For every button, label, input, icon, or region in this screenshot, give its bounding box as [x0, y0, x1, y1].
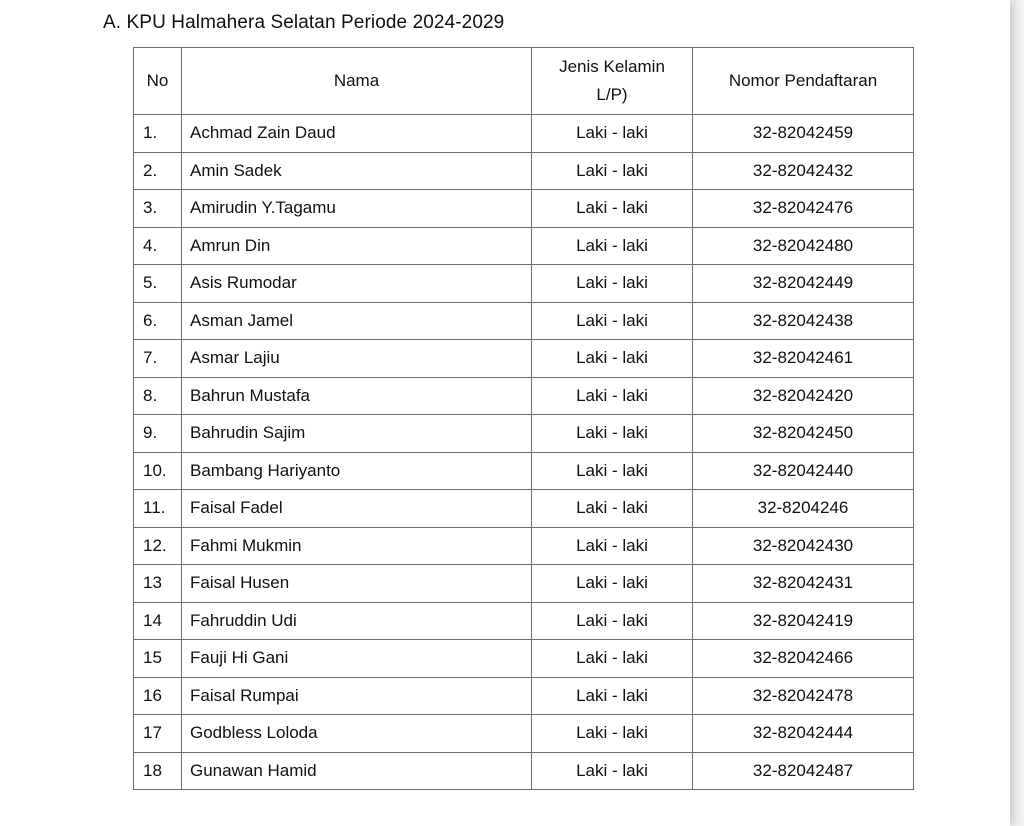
cell-registration-number: 32-82042440: [693, 452, 914, 490]
cell-registration-number: 32-82042431: [693, 565, 914, 603]
cell-registration-number: 32-82042450: [693, 415, 914, 453]
cell-name: Bahrun Mustafa: [182, 377, 532, 415]
cell-no: 10.: [134, 452, 182, 490]
cell-registration-number: 32-8204246: [693, 490, 914, 528]
cell-no: 8.: [134, 377, 182, 415]
table-row: [134, 302, 914, 340]
cell-sex: Laki - laki: [532, 452, 693, 490]
table-header-row: [134, 48, 914, 115]
cell-name: Amirudin Y.Tagamu: [182, 190, 532, 228]
cell-registration-number: 32-82042487: [693, 752, 914, 790]
column-header-name: Nama: [182, 48, 532, 115]
cell-no: 18: [134, 752, 182, 790]
table-row: [134, 115, 914, 153]
cell-no: 5.: [134, 265, 182, 303]
cell-no: 6.: [134, 302, 182, 340]
cell-name: Amin Sadek: [182, 152, 532, 190]
cell-sex: Laki - laki: [532, 640, 693, 678]
column-header-sex: [532, 48, 693, 115]
cell-sex: Laki - laki: [532, 527, 693, 565]
cell-no: 1.: [134, 115, 182, 153]
cell-no: 4.: [134, 227, 182, 265]
document-heading: A. KPU Halmahera Selatan Periode 2024-2029: [103, 12, 505, 33]
cell-registration-number: 32-82042419: [693, 602, 914, 640]
cell-registration-number: 32-82042466: [693, 640, 914, 678]
cell-sex: Laki - laki: [532, 677, 693, 715]
cell-no: 11.: [134, 490, 182, 528]
table-body: [134, 115, 914, 790]
cell-sex: Laki - laki: [532, 340, 693, 378]
cell-sex: Laki - laki: [532, 227, 693, 265]
cell-name: Faisal Fadel: [182, 490, 532, 528]
column-header-sex-line2: L/P): [596, 85, 628, 104]
cell-sex: Laki - laki: [532, 265, 693, 303]
table-row: [134, 715, 914, 753]
cell-no: 3.: [134, 190, 182, 228]
cell-name: Asmar Lajiu: [182, 340, 532, 378]
cell-no: 14: [134, 602, 182, 640]
cell-name: Faisal Husen: [182, 565, 532, 603]
cell-name: Fahmi Mukmin: [182, 527, 532, 565]
cell-sex: Laki - laki: [532, 715, 693, 753]
table-row: [134, 265, 914, 303]
cell-name: Bambang Hariyanto: [182, 452, 532, 490]
registrant-table: [133, 47, 914, 790]
cell-registration-number: 32-82042478: [693, 677, 914, 715]
table-row: [134, 527, 914, 565]
cell-no: 17: [134, 715, 182, 753]
table-row: [134, 452, 914, 490]
cell-no: 13: [134, 565, 182, 603]
table-row: [134, 640, 914, 678]
column-header-registration: Nomor Pendaftaran: [693, 48, 914, 115]
column-header-sex-line1: Jenis Kelamin: [559, 57, 665, 76]
cell-name: Fauji Hi Gani: [182, 640, 532, 678]
table-row: [134, 152, 914, 190]
cell-registration-number: 32-82042430: [693, 527, 914, 565]
cell-sex: Laki - laki: [532, 490, 693, 528]
cell-registration-number: 32-82042438: [693, 302, 914, 340]
cell-name: Fahruddin Udi: [182, 602, 532, 640]
table-row: [134, 415, 914, 453]
cell-no: 9.: [134, 415, 182, 453]
cell-registration-number: 32-82042444: [693, 715, 914, 753]
cell-sex: Laki - laki: [532, 377, 693, 415]
cell-name: Gunawan Hamid: [182, 752, 532, 790]
cell-sex: Laki - laki: [532, 190, 693, 228]
table-row: [134, 602, 914, 640]
cell-no: 7.: [134, 340, 182, 378]
table-row: [134, 565, 914, 603]
cell-sex: Laki - laki: [532, 302, 693, 340]
cell-no: 15: [134, 640, 182, 678]
cell-name: Asis Rumodar: [182, 265, 532, 303]
cell-name: Achmad Zain Daud: [182, 115, 532, 153]
cell-name: Godbless Loloda: [182, 715, 532, 753]
cell-sex: Laki - laki: [532, 752, 693, 790]
table-row: [134, 340, 914, 378]
cell-sex: Laki - laki: [532, 415, 693, 453]
cell-registration-number: 32-82042461: [693, 340, 914, 378]
cell-sex: Laki - laki: [532, 152, 693, 190]
cell-no: 16: [134, 677, 182, 715]
table-row: [134, 190, 914, 228]
cell-registration-number: 32-82042432: [693, 152, 914, 190]
table-row: [134, 227, 914, 265]
cell-sex: Laki - laki: [532, 565, 693, 603]
column-header-no: No: [134, 48, 182, 115]
table-row: [134, 752, 914, 790]
cell-registration-number: 32-82042449: [693, 265, 914, 303]
cell-registration-number: 32-82042459: [693, 115, 914, 153]
table-row: [134, 677, 914, 715]
table-row: [134, 377, 914, 415]
cell-name: Faisal Rumpai: [182, 677, 532, 715]
cell-name: Asman Jamel: [182, 302, 532, 340]
cell-registration-number: 32-82042480: [693, 227, 914, 265]
cell-sex: Laki - laki: [532, 115, 693, 153]
cell-registration-number: 32-82042476: [693, 190, 914, 228]
cell-name: Amrun Din: [182, 227, 532, 265]
cell-no: 2.: [134, 152, 182, 190]
cell-name: Bahrudin Sajim: [182, 415, 532, 453]
cell-registration-number: 32-82042420: [693, 377, 914, 415]
cell-sex: Laki - laki: [532, 602, 693, 640]
table-row: [134, 490, 914, 528]
cell-no: 12.: [134, 527, 182, 565]
